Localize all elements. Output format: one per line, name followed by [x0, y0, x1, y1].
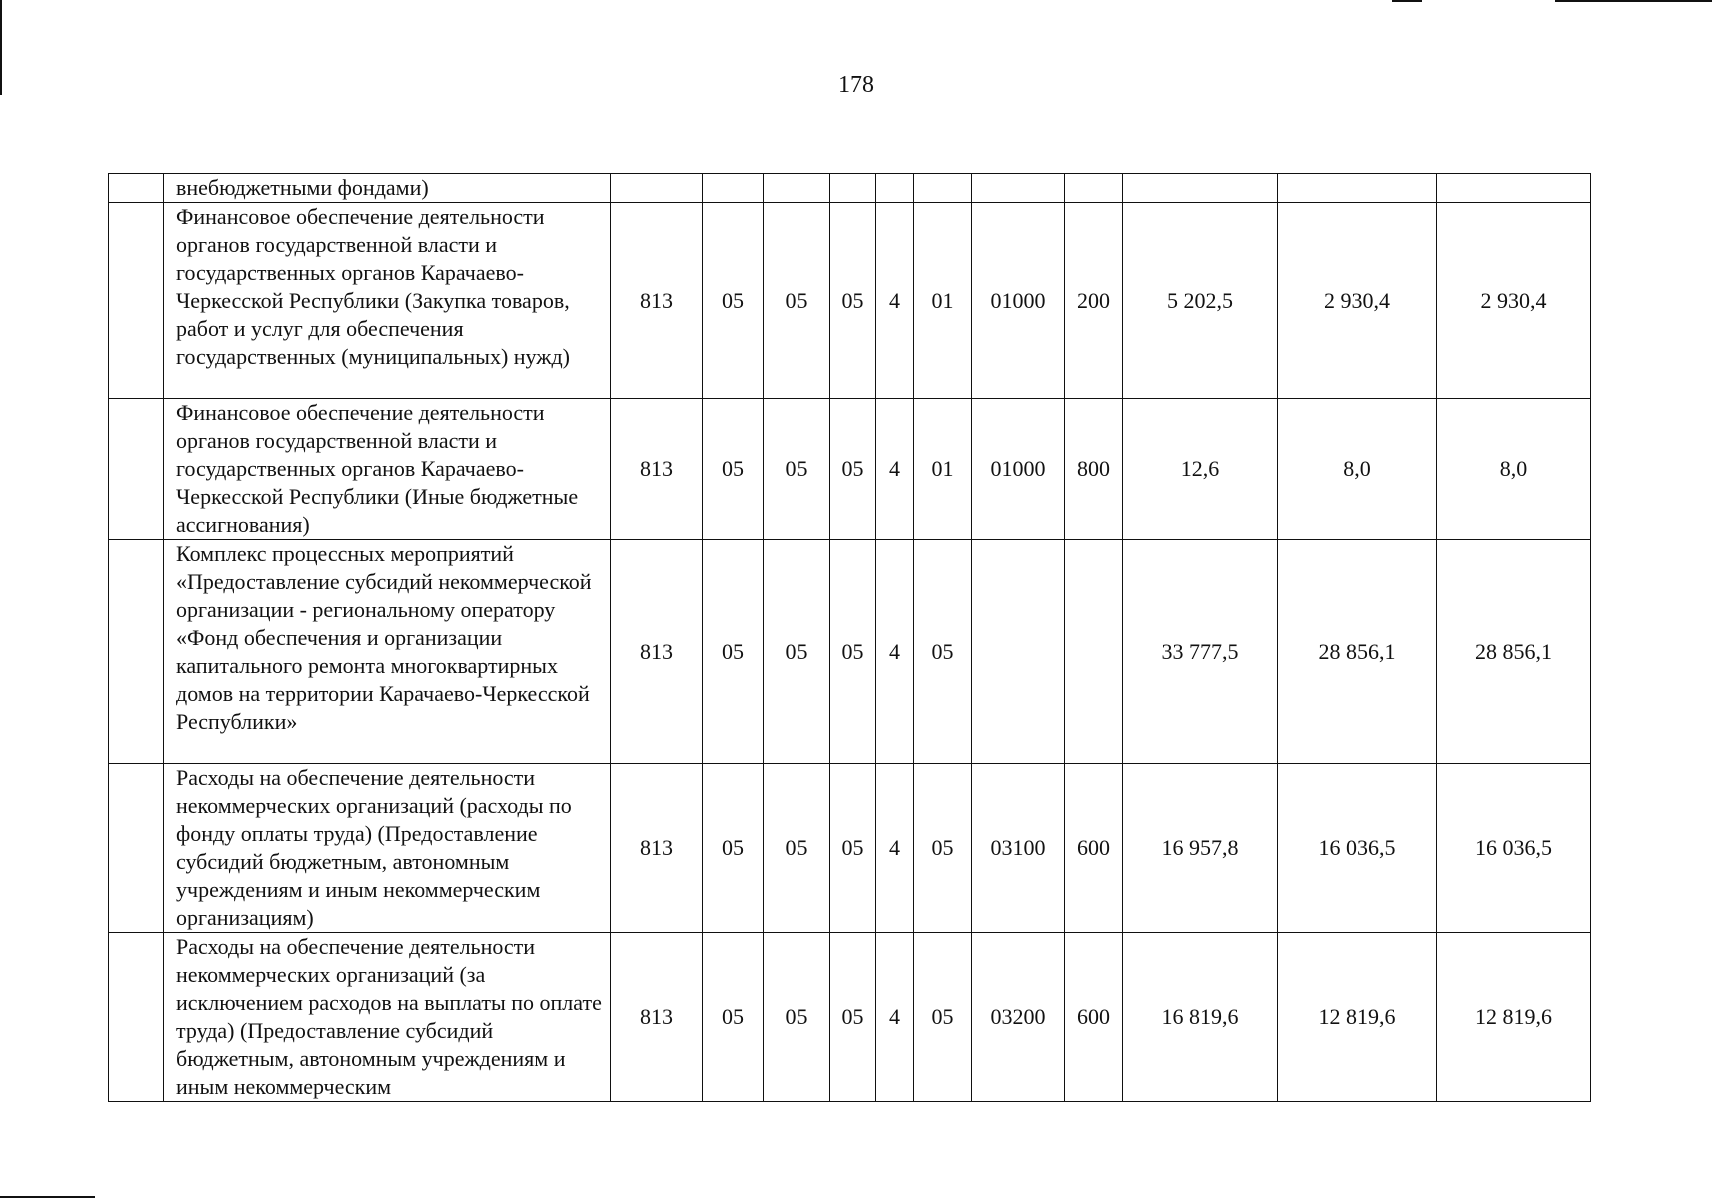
code-cell: 05 — [914, 933, 972, 1102]
code-cell: 05 — [830, 203, 876, 399]
table-row — [109, 174, 1591, 203]
amount-cell: 2 930,4 — [1278, 203, 1437, 399]
scan-edge-mark — [0, 1196, 95, 1198]
code-cell: 05 — [703, 399, 764, 540]
number-cell — [109, 399, 164, 540]
amount-cell: 16 036,5 — [1437, 764, 1591, 933]
code-cell: 05 — [830, 933, 876, 1102]
code-cell: 05 — [830, 399, 876, 540]
code-cell: 05 — [914, 540, 972, 764]
code-cell: 05 — [830, 540, 876, 764]
code-cell: 813 — [611, 764, 703, 933]
amount-cell: 16 957,8 — [1123, 764, 1278, 933]
code-cell: 01000 — [972, 399, 1065, 540]
code-cell — [1065, 540, 1123, 764]
code-cell: 05 — [764, 203, 830, 399]
amount-cell: 16 036,5 — [1278, 764, 1437, 933]
row-name: Финансовое обеспечение деятельности органов государственной власти и государственных органов Карачаево-Черкесской Республики (Закупка товаров, работ и услуг для обеспечения государственных (муниципальных) нужд) — [164, 203, 611, 399]
code-cell: 05 — [764, 933, 830, 1102]
code-cell: 05 — [764, 764, 830, 933]
code-cell: 4 — [876, 203, 914, 399]
code-cell: 05 — [703, 764, 764, 933]
code-cell — [972, 540, 1065, 764]
amount-cell: 12 819,6 — [1437, 933, 1591, 1102]
number-cell — [109, 764, 164, 933]
code-cell: 05 — [703, 203, 764, 399]
code-cell: 05 — [764, 399, 830, 540]
code-cell: 600 — [1065, 933, 1123, 1102]
code-cell: 05 — [764, 540, 830, 764]
table-row — [109, 933, 1591, 1102]
row-name: Расходы на обеспечение деятельности некоммерческих организаций (за исключением расходов на выплаты по оплате труда) (Предоставление субсидий бюджетным, автономным учреждениям и иным некоммерческим — [164, 933, 611, 1102]
amount-cell: 16 819,6 — [1123, 933, 1278, 1102]
code-cell: 03100 — [972, 764, 1065, 933]
code-cell: 05 — [703, 540, 764, 764]
code-cell: 813 — [611, 203, 703, 399]
code-cell: 600 — [1065, 764, 1123, 933]
code-cell: 813 — [611, 399, 703, 540]
code-cell: 813 — [611, 933, 703, 1102]
amount-cell: 8,0 — [1437, 399, 1591, 540]
row-name: внебюджетными фондами) — [164, 174, 611, 203]
code-cell: 01000 — [972, 203, 1065, 399]
code-cell: 01 — [914, 203, 972, 399]
page-number: 178 — [838, 72, 874, 98]
number-cell — [109, 203, 164, 399]
amount-cell: 28 856,1 — [1437, 540, 1591, 764]
code-cell: 4 — [876, 933, 914, 1102]
table-row — [109, 540, 1591, 764]
number-cell — [109, 933, 164, 1102]
scan-edge-mark — [1555, 0, 1712, 2]
row-name: Расходы на обеспечение деятельности некоммерческих организаций (расходы по фонду оплаты труда) (Предоставление субсидий бюджетным, автономным учреждениям и иным некоммерческим организациям) — [164, 764, 611, 933]
scan-edge-mark — [1392, 0, 1422, 2]
budget-table — [108, 173, 1591, 1102]
code-cell: 4 — [876, 764, 914, 933]
number-cell — [109, 174, 164, 203]
code-cell: 05 — [830, 764, 876, 933]
number-cell — [109, 540, 164, 764]
amount-cell: 12,6 — [1123, 399, 1278, 540]
code-cell: 4 — [876, 540, 914, 764]
amount-cell: 28 856,1 — [1278, 540, 1437, 764]
code-cell: 05 — [703, 933, 764, 1102]
amount-cell: 8,0 — [1278, 399, 1437, 540]
code-cell: 200 — [1065, 203, 1123, 399]
row-name: Финансовое обеспечение деятельности органов государственной власти и государственных органов Карачаево-Черкесской Республики (Иные бюджетные ассигнования) — [164, 399, 611, 540]
amount-cell: 2 930,4 — [1437, 203, 1591, 399]
table-row — [109, 399, 1591, 540]
table-row — [109, 764, 1591, 933]
code-cell: 05 — [914, 764, 972, 933]
code-cell: 813 — [611, 540, 703, 764]
code-cell: 4 — [876, 399, 914, 540]
amount-cell: 5 202,5 — [1123, 203, 1278, 399]
code-cell: 01 — [914, 399, 972, 540]
code-cell: 800 — [1065, 399, 1123, 540]
table-row — [109, 203, 1591, 399]
amount-cell: 33 777,5 — [1123, 540, 1278, 764]
amount-cell: 12 819,6 — [1278, 933, 1437, 1102]
row-name: Комплекс процессных мероприятий «Предоставление субсидий некоммерческой организации - региональному оператору «Фонд обеспечения и организации капитального ремонта многоквартирных домов на территории Карачаево-Черкесской Республики» — [164, 540, 611, 764]
code-cell: 03200 — [972, 933, 1065, 1102]
